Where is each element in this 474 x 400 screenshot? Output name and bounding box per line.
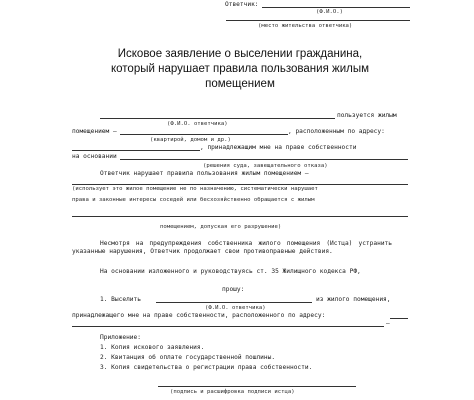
uses-living-text: пользуется жилым	[337, 112, 397, 119]
title-line-1: Исковое заявление о выселении гражданина,	[117, 48, 363, 60]
address-full-line	[72, 326, 384, 327]
premises-line	[120, 134, 288, 135]
violates-rules-text: Ответчик нарушает правила пользования жилым помещением –	[100, 170, 309, 177]
respondent-name-line	[262, 7, 410, 8]
located-address-text: , расположенным по адресу:	[288, 128, 385, 135]
fio-respondent-hint-2: (Ф.И.О. ответчика)	[205, 305, 266, 311]
basis-paragraph: На основании изложенного и руководствуясь ст. 35 Жилищного кодекса РФ,	[100, 268, 361, 275]
belongs-right-text: , принадлежащим мне на праве собственности	[200, 144, 357, 151]
violation-line-1	[72, 184, 408, 185]
signature-hint: (подпись и расшифровка подписи истца)	[170, 389, 295, 395]
dash-text: –	[386, 320, 390, 327]
respondent-fio-hint: (Ф.И.О.)	[316, 9, 343, 15]
document-title	[60, 47, 420, 92]
respondent-address-line	[226, 20, 410, 21]
attachment-item-1: 1. Копия искового заявления.	[100, 344, 205, 351]
ask-text: прошу:	[222, 286, 245, 293]
on-basis-text: на основании	[72, 153, 117, 160]
residence-hint: (место жительства ответчика)	[258, 23, 353, 29]
address-end-line	[390, 318, 408, 319]
attachments-heading: Приложение:	[100, 334, 141, 341]
warning-paragraph: Несмотря на предупреждения собственника жилого помещения (Истца) устранить указанные нарушения, Ответчик продолжает свои противоправные действия.	[72, 240, 392, 256]
misuse-text: (использует это жилое помещение не по назначению, систематически нарушает	[72, 186, 318, 192]
evict-suffix: из жилого помещения,	[316, 296, 391, 303]
attachment-item-2: 2. Квитанция об оплате государственной пошлины.	[100, 354, 276, 361]
fio-respondent-hint: (Ф.И.О. ответчика)	[167, 121, 228, 127]
fio-line	[100, 118, 335, 119]
attachment-item-3: 3. Копия свидетельства о регистрации права собственности.	[100, 364, 313, 371]
evict-prefix: 1. Выселить	[100, 296, 141, 303]
signature-line	[158, 386, 356, 387]
title-line-3: помещением	[205, 78, 275, 90]
damage-text: помещением, допуская его разрушение)	[160, 224, 282, 230]
evict-fio-line	[156, 302, 312, 303]
respondent-label: Ответчик:	[225, 1, 259, 8]
title-line-2: который нарушает правила пользования жилым	[110, 63, 369, 75]
belongs-located-text: принадлежащего мне на праве собственности, расположенного по адресу:	[72, 312, 326, 319]
rights-text: права и законные интересы соседей или бесхозяйственно обращается с жилым	[72, 197, 315, 203]
court-hint: (решения суда, завещательного отказа)	[203, 163, 328, 169]
address-line	[72, 150, 200, 151]
premises-prefix: помещением –	[72, 128, 117, 135]
apartment-hint: (квартирой, домом и др.)	[150, 137, 231, 143]
basis-line	[120, 159, 408, 160]
violation-line-2	[72, 216, 408, 217]
